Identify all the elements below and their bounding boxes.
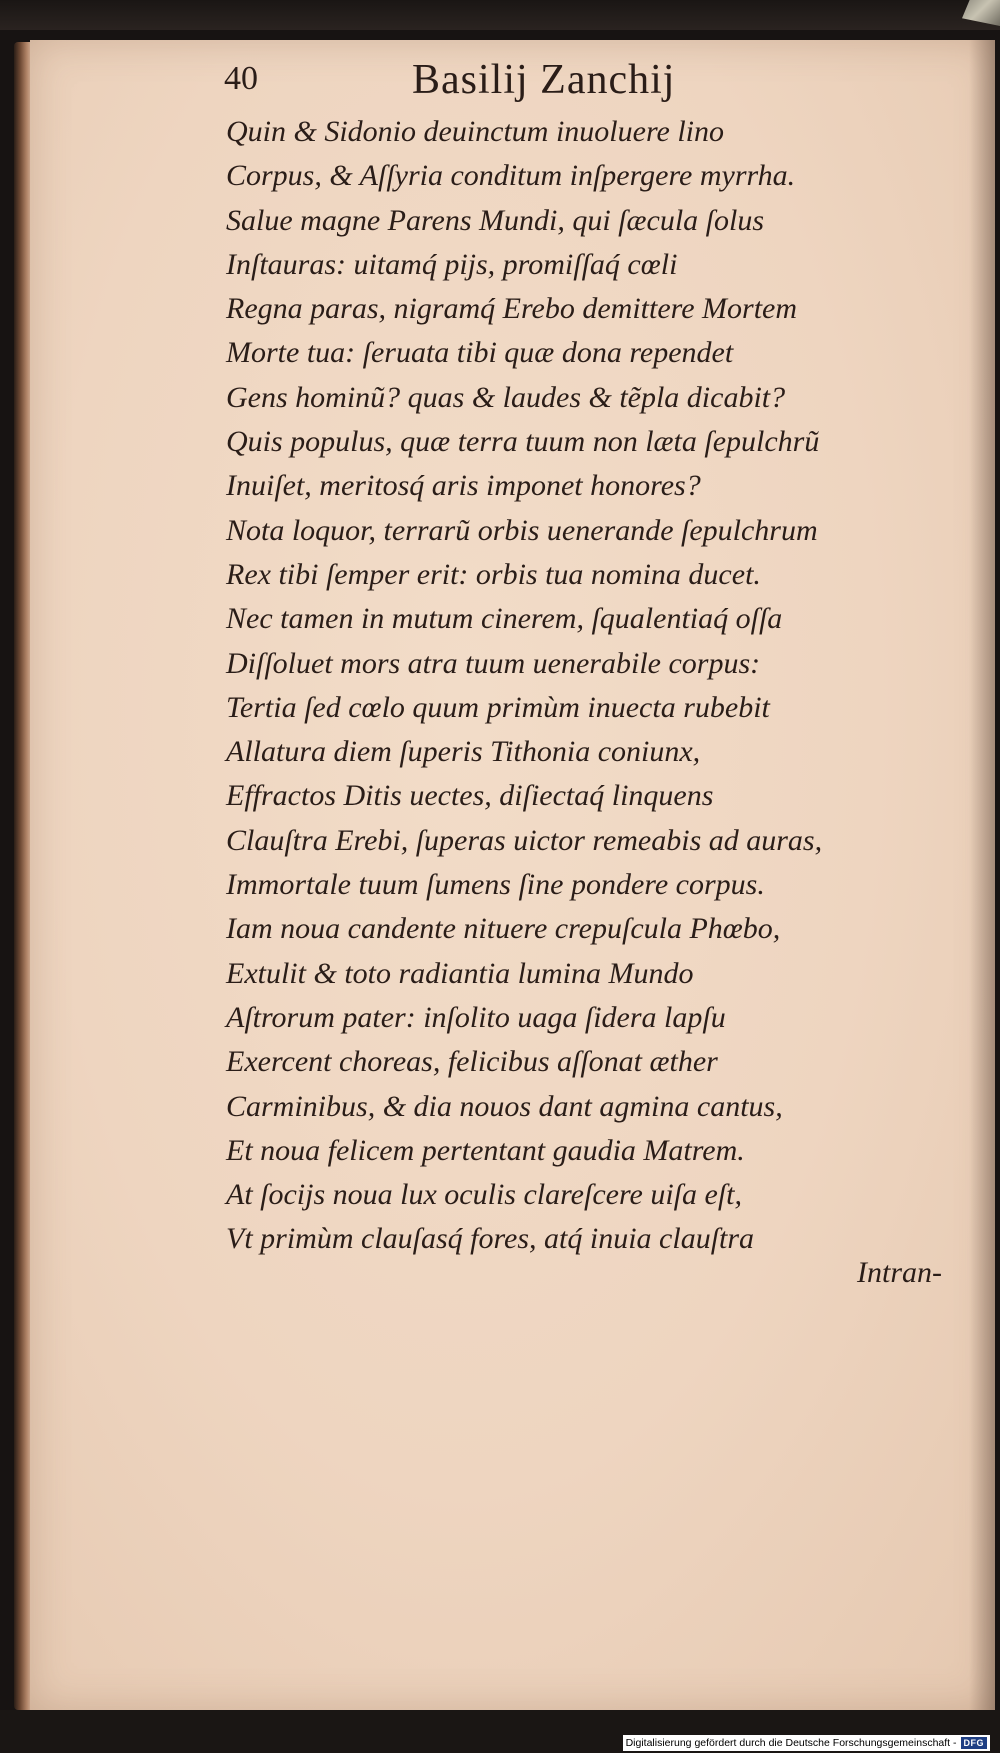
catchword: Intran- — [857, 1256, 942, 1289]
verse-line: Vt primùm clauſasq́ fores, atq́ inuia clauſtra — [226, 1222, 755, 1256]
verse-line: Extulit & toto radiantia lumina Mundo — [226, 956, 694, 990]
verse-line: Effractos Ditis uectes, diſiectaq́ linquens — [226, 779, 714, 813]
verse-line: Corpus, & Aſſyria conditum inſpergere myrrha. — [226, 159, 796, 193]
scan-top-edge — [0, 0, 1000, 30]
verse-line: Rex tibi ſemper erit: orbis tua nomina ducet. — [226, 557, 761, 591]
verse-line: Diſſoluet mors atra tuum uenerabile corpus: — [226, 646, 761, 680]
credit-text: Digitalisierung gefördert durch die Deutsche Forschungsgemeinschaft - — [625, 1737, 957, 1749]
verse-block — [226, 110, 946, 1262]
verse-line: Immortale tuum ſumens ſine pondere corpus. — [226, 868, 765, 902]
verse-line: Gens hominũ? quas & laudes & tẽpla dicabit? — [226, 380, 786, 414]
verse-line: Quis populus, quæ terra tuum non læta ſepulchrũ — [226, 425, 820, 459]
gutter-shadow — [969, 40, 995, 1710]
verse-line: Iam noua candente nituere crepuſcula Phœbo, — [226, 912, 781, 946]
dfg-logo: DFG — [961, 1737, 988, 1749]
verse-line: Inuiſet, meritosq́ aris imponet honores? — [226, 469, 701, 503]
verse-line: Morte tua: ſeruata tibi quæ dona rependet — [226, 336, 734, 370]
verse-line: Inſtauras: uitamq́ pijs, promiſſaq́ cœli — [226, 247, 678, 281]
verse-line: Allatura diem ſuperis Tithonia coniunx, — [226, 735, 701, 769]
verse-line: Et noua felicem pertentant gaudia Matrem. — [226, 1133, 745, 1167]
verse-line: Exercent choreas, felicibus aſſonat æther — [226, 1045, 718, 1079]
verse-line: Salue magne Parens Mundi, qui ſæcula ſolus — [226, 203, 765, 237]
running-head: Basilij Zanchij — [412, 57, 676, 103]
page-header — [224, 56, 824, 116]
verse-line: Regna paras, nigramq́ Erebo demittere Mortem — [226, 292, 798, 326]
verse-line: Quin & Sidonio deuinctum inuoluere lino — [226, 115, 725, 148]
verse-line: Clauſtra Erebi, ſuperas uictor remeabis ad auras, — [226, 823, 823, 857]
verse-line: Nec tamen in mutum cinerem, ſqualentiaq́ oſſa — [226, 602, 783, 636]
verse-line: Nota loquor, terrarũ orbis uenerande ſepulchrum — [226, 513, 818, 547]
verse-line: At ſocijs noua lux oculis clareſcere uiſa eſt, — [226, 1178, 742, 1212]
digitization-credit — [623, 1735, 990, 1751]
verse-line: Tertia ſed cœlo quum primùm inuecta rubebit — [226, 690, 770, 724]
page-number: 40 — [224, 60, 258, 97]
verse-line: Aſtrorum pater: inſolito uaga ſidera lapſu — [226, 1000, 726, 1034]
verse-line: Carminibus, & dia nouos dant agmina cantus, — [226, 1089, 783, 1123]
